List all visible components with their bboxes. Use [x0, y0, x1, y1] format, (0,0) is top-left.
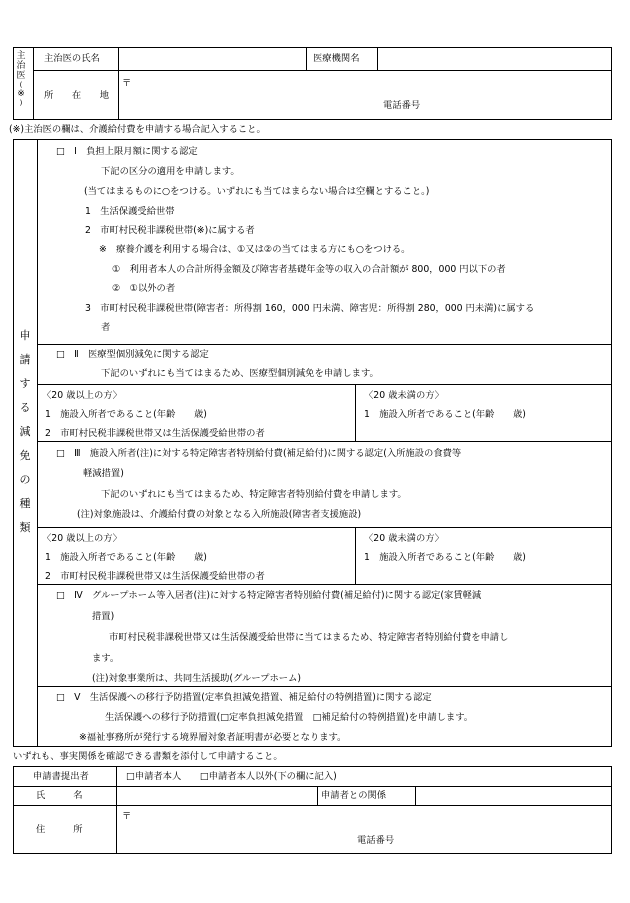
reduction-side-label	[18, 324, 32, 540]
section-3-line-1: 下記のいずれにも当てはまるため、特定障害者特別給付費を申請します。	[101, 489, 407, 500]
side-char: の	[19, 473, 31, 486]
section-1-item-2: 2 市町村民税非課税世帯(※)に属する者	[85, 225, 255, 236]
postal-mark: 〒	[122, 811, 132, 822]
side-char: 種	[19, 497, 31, 510]
section-3-note: (注)対象施設は、介護給付費の対象となる入所施設(障害者支援施設)	[77, 509, 362, 520]
section-2-checkbox-title[interactable]: □ Ⅱ 医療型個別減免に関する認定	[56, 349, 209, 360]
section-2-left-head: 〈20 歳以上の方〉	[42, 390, 122, 401]
side-char: 治	[16, 61, 26, 71]
side-char: )	[19, 99, 23, 107]
submitter-options[interactable]: □申請者本人 □申請者本人以外(下の欄に記入)	[126, 771, 337, 782]
doctor-name-label: 主治医の氏名	[44, 53, 100, 64]
side-char: 免	[19, 449, 31, 462]
relation-field[interactable]	[417, 788, 609, 804]
section-1-line-2: (当てはまるものに○をつける。いずれにも当てはまらない場合は空欄とすること。)	[84, 186, 430, 197]
doctor-name-field[interactable]	[120, 49, 304, 69]
section-2-right-head: 〈20 歳未満の方〉	[364, 390, 444, 401]
side-char: 減	[19, 425, 31, 438]
section-2-left-1: 1 施設入所者であること(年齢 歳)	[45, 409, 207, 420]
doctor-side-label	[15, 52, 27, 108]
institution-label: 医療機関名	[313, 53, 360, 64]
side-char: ※	[17, 89, 25, 99]
side-char: 医	[16, 71, 26, 81]
section-3-left-head: 〈20 歳以上の方〉	[42, 533, 122, 544]
side-char: 申	[19, 329, 31, 342]
relation-label: 申請者との関係	[321, 790, 387, 801]
doctor-address-field[interactable]	[135, 73, 605, 117]
section-1-sub-1: ① 利用者本人の合計所得金額及び障害者基礎年金等の収入の合計額が 800，000 円以下の者	[112, 264, 506, 275]
side-char: 類	[19, 521, 31, 534]
section-4-title-cont: 措置)	[92, 611, 115, 622]
doctor-note: (※)主治医の欄は、介護給付費を申請する場合記入すること。	[9, 124, 266, 135]
section-3-checkbox-title[interactable]: □ Ⅲ 施設入所者(注)に対する特定障害者特別給付費(補足給付)に関する認定(入所施設の食費等	[56, 448, 462, 459]
section-1-sub-2: ② ①以外の者	[112, 283, 176, 294]
section-1-checkbox-title[interactable]: □ Ⅰ 負担上限月額に関する認定	[56, 146, 198, 157]
section-2-left-2: 2 市町村民税非課税世帯又は生活保護受給世帯の者	[45, 428, 265, 439]
section-4-line-2: ます。	[92, 653, 120, 664]
side-char: る	[19, 401, 31, 414]
postal-mark: 〒	[122, 78, 132, 89]
name-field[interactable]	[118, 788, 315, 804]
phone-label: 電話番号	[383, 100, 421, 111]
section-1-item-3-cont: 者	[101, 322, 111, 333]
section-5-checkbox-title[interactable]: □ Ⅴ 生活保護への移行予防措置(定率負担減免措置、補足給付の特例措置)に関する認定	[56, 692, 432, 703]
section-4-note: (注)対象事業所は、共同生活援助(グループホーム)	[92, 673, 301, 684]
attachment-note: いずれも、事実関係を確認できる書類を添付して申請すること。	[13, 751, 283, 762]
section-3-title-cont: 軽減措置)	[83, 468, 124, 479]
side-char: す	[19, 377, 31, 390]
address-label: 住 所	[36, 824, 83, 835]
submitter-label: 申請書提出者	[33, 771, 89, 782]
side-char: (	[19, 81, 23, 89]
side-char: 請	[19, 353, 31, 366]
address-label: 所 在 地	[44, 90, 110, 101]
section-3-right-head: 〈20 歳未満の方〉	[364, 533, 444, 544]
section-1-line-1: 下記の区分の適用を申請します。	[101, 166, 240, 177]
section-5-note: ※福祉事務所が発行する境界層対象者証明書が必要となります。	[79, 732, 347, 743]
section-2-right-1: 1 施設入所者であること(年齢 歳)	[364, 409, 526, 420]
section-5-line-1: 生活保護への移行予防措置(□定率負担減免措置 □補足給付の特例措置)を申請します。	[105, 712, 474, 723]
section-3-left-2: 2 市町村民税非課税世帯又は生活保護受給世帯の者	[45, 571, 265, 582]
section-4-checkbox-title[interactable]: □ Ⅳ グループホーム等入居者(注)に対する特定障害者特別給付費(補足給付)に関する認定(家賃軽減	[56, 590, 482, 601]
name-label: 氏 名	[36, 790, 83, 801]
side-char: 主	[16, 51, 26, 61]
section-1-item-1: 1 生活保護受給世帯	[85, 206, 175, 217]
section-3-left-1: 1 施設入所者であること(年齢 歳)	[45, 552, 207, 563]
section-3-right-1: 1 施設入所者であること(年齢 歳)	[364, 552, 526, 563]
phone-label: 電話番号	[357, 835, 395, 846]
section-1-note: ※ 療養介護を利用する場合は、①又は②の当てはまる方にも○をつける。	[99, 244, 411, 255]
section-2-line-1: 下記のいずれにも当てはまるため、医療型個別減免を申請します。	[101, 368, 379, 379]
institution-field[interactable]	[379, 49, 609, 69]
section-1-item-3: 3 市町村民税非課税世帯(障害者：所得割 160，000 円未満、障害児：所得割 280，000 円未満)に属する	[85, 303, 535, 314]
section-4-line-1: 市町村民税非課税世帯又は生活保護受給世帯に当てはまるため、特定障害者特別給付費を申請し	[109, 632, 509, 643]
